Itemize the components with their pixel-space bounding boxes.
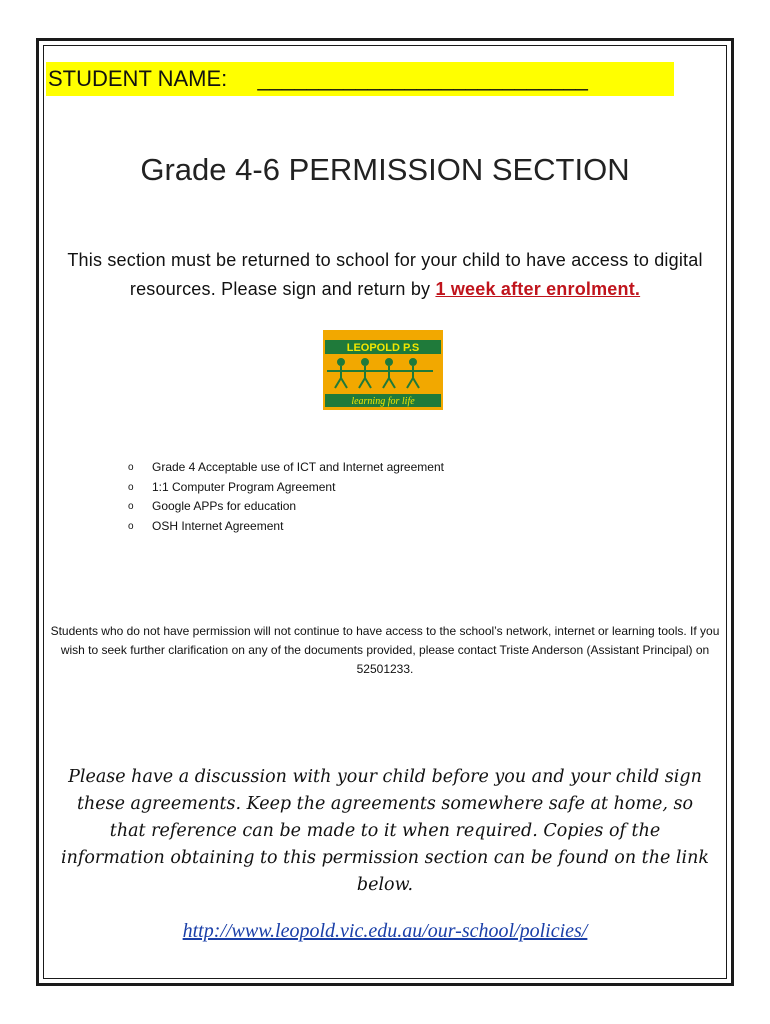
discussion-paragraph: Please have a discussion with your child before you and your child sign these agreements. Keep the agreements somewhere safe at home, so that reference can be made to it when required. Copies of the information obtaining to this permission section can be found on the link below.: [61, 767, 709, 895]
bullet-icon: o: [128, 462, 134, 473]
agreements-list: [128, 458, 444, 536]
agreement-label: 1:1 Computer Program Agreement: [152, 479, 336, 494]
bullet-icon: o: [128, 520, 134, 532]
intro-text: This section must be returned to school for your child to have access to digital resources. Please sign and return by: [67, 250, 703, 299]
logo-name: LEOPOLD P.S: [346, 342, 420, 354]
intro-paragraph: [45, 246, 725, 304]
permission-notice: Students who do not have permission will not continue to have access to the school’s network, internet or learning tools. If you wish to seek further clarification on any of the documents provided, please contact Triste Anderson (Assistant Principal) on 52501233.: [50, 624, 720, 676]
list-item: [128, 517, 444, 537]
student-name-blank: ___________________________: [257, 66, 588, 91]
list-item: [128, 478, 444, 498]
agreement-label: OSH Internet Agreement: [152, 518, 284, 533]
school-logo: [323, 330, 443, 410]
bullet-icon: o: [128, 501, 134, 512]
student-name-field[interactable]: [46, 62, 674, 96]
list-item: [128, 497, 444, 517]
bullet-icon: o: [128, 481, 134, 493]
policies-link[interactable]: http://www.leopold.vic.edu.au/our-school/policies/: [182, 920, 588, 942]
logo-tagline: learning for life: [351, 396, 415, 407]
deadline-text: 1 week after enrolment.: [435, 279, 641, 299]
student-name-label: STUDENT NAME:: [48, 66, 228, 91]
page-title: Grade 4-6 PERMISSION SECTION: [140, 152, 630, 187]
list-item: [128, 458, 444, 478]
agreement-label: Google APPs for education: [152, 499, 297, 513]
agreement-label: Grade 4 Acceptable use of ICT and Internet agreement: [152, 460, 444, 474]
